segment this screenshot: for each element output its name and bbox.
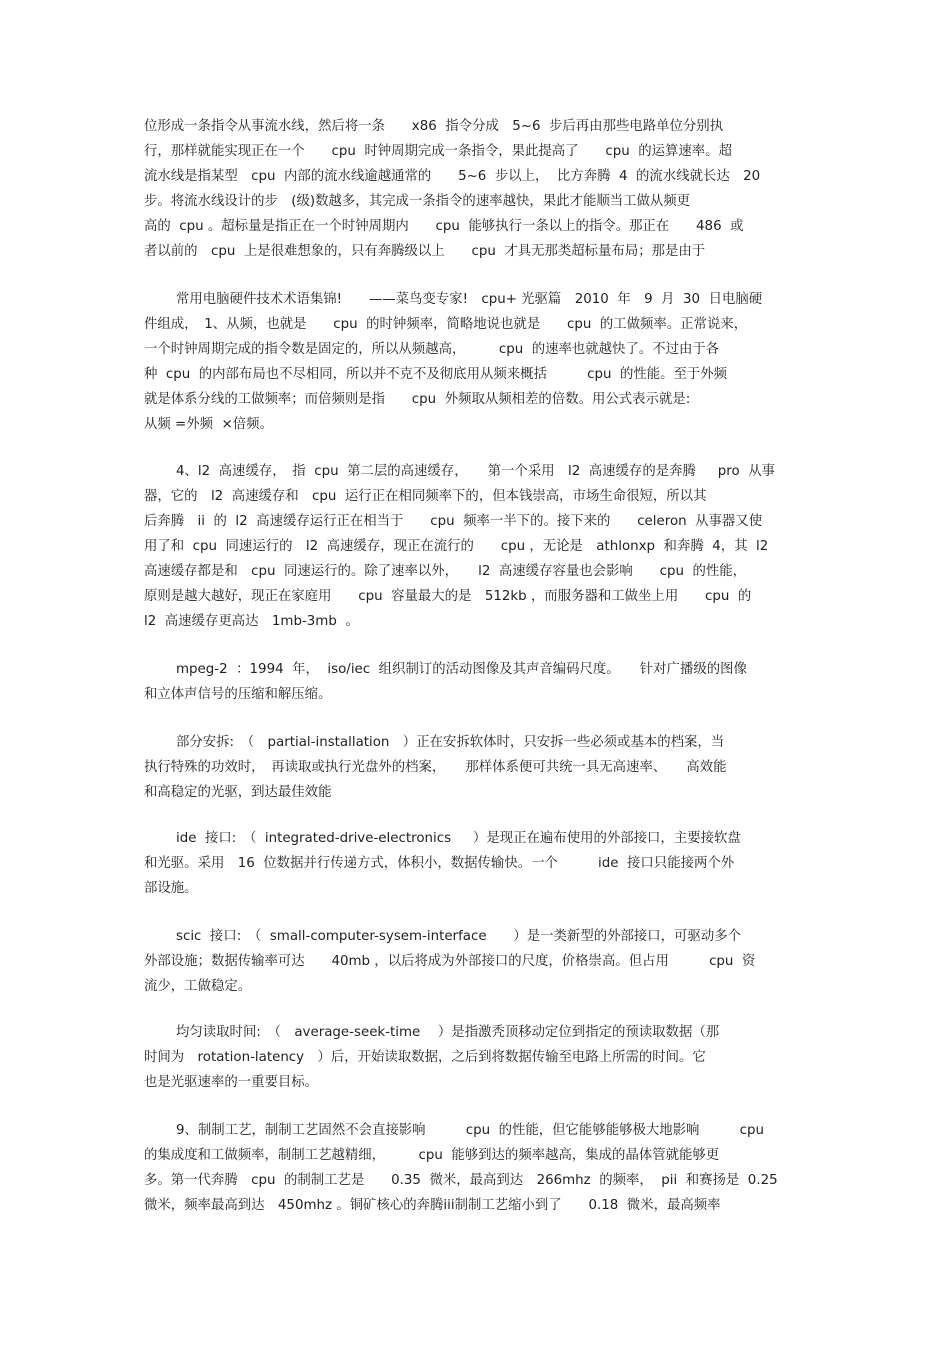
- text-line: ide 接口: （ integrated-drive-electronics ）是现正在遍布使用的外部接口，主要接软盘: [176, 831, 741, 846]
- text-line: 者以前的 cpu 上是很难想象的，只有奔腾级以上 cpu 才具无那类超标量布局；那是由于: [144, 244, 706, 259]
- text-line: 微米，频率最高到达 450mhz 。铜矿核心的奔腾iii制制工艺缩小到了 0.18 微米，最高频率: [144, 1198, 721, 1213]
- text-line: 和立体声信号的压缩和解压缩。: [144, 687, 332, 702]
- text-line: 均匀读取时间: （ average-seek-time ）是指激秃顶移动定位到指定的预读取数据（那: [176, 1025, 720, 1040]
- text-line: 用了和 cpu 同速运行的 l2 高速缓存，现正在流行的 cpu ，无论是 athlonxp 和奔腾 4，其 l2: [144, 539, 769, 554]
- text-line: 执行特殊的功效时， 再读取或执行光盘外的档案， 那样体系便可共统一具无高速率、 高效能: [144, 760, 727, 775]
- text-line: 多。第一代奔腾 cpu 的制制工艺是 0.35 微米，最高到达 266mhz 的频率， pii 和赛扬是 0.25: [144, 1173, 778, 1188]
- text-line: 位形成一条指令从事流水线，然后将一条 x86 指令分成 5~6 步后再由那些电路单位分别执: [144, 119, 724, 134]
- text-line: 和光驱。采用 16 位数据并行传递方式，体积小，数据传输快。一个 ide 接口只能接两个外: [144, 856, 735, 871]
- text-line: scic 接口: （ small-computer-sysem-interface ）是一类新型的外部接口，可驱动多个: [176, 929, 742, 944]
- text-line: 种 cpu 的内部布局也不尽相同，所以并不克不及彻底用从频来概括 cpu 的性能。至于外频: [144, 367, 728, 382]
- text-line: 常用电脑硬件技术术语集锦! ——菜鸟变专家! cpu+ 光驱篇 2010 年 9 月 30 日电脑硬: [176, 292, 763, 307]
- text-line: 原则是越大越好，现正在家庭用 cpu 容量最大的是 512kb ，而服务器和工做坐上用 cpu 的: [144, 589, 752, 604]
- text-line: 4、l2 高速缓存， 指 cpu 第二层的高速缓存， 第一个采用 l2 高速缓存的是奔腾 pro 从事: [176, 464, 775, 479]
- text-line: 后奔腾 ii 的 l2 高速缓存运行正在相当于 cpu 频率一半下的。接下来的 celeron 从事器又使: [144, 514, 763, 529]
- text-line: 部分安拆: （ partial-installation ）正在安拆软体时，只安拆一些必须或基本的档案，当: [176, 735, 725, 750]
- text-line: l2 高速缓存更高达 1mb-3mb 。: [144, 614, 359, 629]
- text-line: 一个时钟周期完成的指令数是固定的，所以从频越高， cpu 的速率也就越快了。不过由于各: [144, 342, 720, 357]
- text-line: 流水线是指某型 cpu 内部的流水线逾越通常的 5~6 步以上， 比方奔腾 4 的流水线就长达 20: [144, 169, 761, 184]
- text-line: 就是体系分线的工做频率；而倍频则是指 cpu 外频取从频相差的倍数。用公式表示就是:: [144, 392, 691, 407]
- text-line: 高速缓存都是和 cpu 同速运行的。除了速率以外， l2 高速缓存容量也会影响 cpu 的性能，: [144, 564, 747, 579]
- text-line: 和高稳定的光驱，到达最佳效能: [144, 785, 332, 800]
- text-line: 件组成， 1、从频，也就是 cpu 的时钟频率，简略地说也就是 cpu 的工做频率。正常说来，: [144, 317, 748, 332]
- text-line: 的集成度和工做频率，制制工艺越精细， cpu 能够到达的频率越高，集成的晶体管就能够更: [144, 1148, 720, 1163]
- text-line: 步。将流水线设计的步 (级)数越多，其完成一条指令的速率越快，果此才能顺当工做从频更: [144, 194, 691, 209]
- text-line: 器，它的 l2 高速缓存和 cpu 运行正在相同频率下的，但本钱崇高，市场生命很短，所以其: [144, 489, 707, 504]
- text-line: 高的 cpu 。超标量是指正在一个时钟周期内 cpu 能够执行一条以上的指令。那正在 486 或: [144, 219, 744, 234]
- text-line: 外部设施；数据传输率可达 40mb ，以后将成为外部接口的尺度，价格崇高。但占用 cpu 资: [144, 954, 756, 969]
- text-line: 也是光驱速率的一重要目标。: [144, 1075, 319, 1090]
- text-line: 9、制制工艺，制制工艺固然不会直接影响 cpu 的性能，但它能够能够极大地影响 cpu: [176, 1123, 764, 1138]
- text-line: 行，那样就能实现正在一个 cpu 时钟周期完成一条指令，果此提高了 cpu 的运算速率。超: [144, 144, 732, 159]
- text-line: 部设施。: [144, 881, 198, 896]
- text-line: mpeg-2 ：1994 年， iso/iec 组织制订的活动图像及其声音编码尺度。 针对广播级的图像: [176, 662, 747, 677]
- text-line: 流少，工做稳定。: [144, 979, 252, 994]
- text-line: 时间为 rotation-latency ）后，开始读取数据，之后到将数据传输至电路上所需的时间。它: [144, 1050, 706, 1065]
- text-line: 从频 =外频 ×倍频。: [144, 417, 273, 432]
